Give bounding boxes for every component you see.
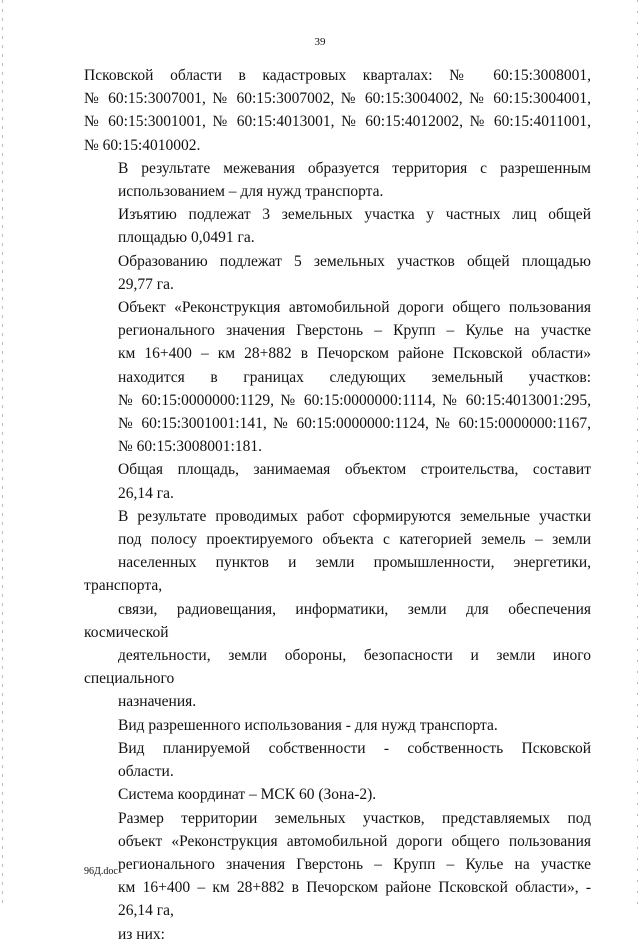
text-line: 26,14 га.: [118, 484, 174, 502]
text-line: Образованию подлежат 5 земельных участков общей площадью: [118, 252, 591, 270]
paragraph: [84, 737, 591, 783]
text-line: деятельности, земли обороны, безопасности и земли иного специального: [84, 647, 591, 688]
text-line: Размер территории земельных участков, представляемых под: [118, 809, 591, 827]
text-line: Система координат – МСК 60 (Зона-2).: [118, 786, 377, 804]
text-line: Объект «Реконструкция автомобильной дороги общего пользования: [118, 299, 591, 317]
text-line: находится в границах следующих земельный участков:: [118, 368, 591, 386]
text-line: № 60:15:3001001, № 60:15:4013001, № 60:15:4012002, № 60:15:4011001,: [84, 113, 591, 131]
page-number: 39: [314, 36, 326, 48]
paragraph: [84, 714, 591, 737]
text-line: связи, радиовещания, информатики, земли для обеспечения космической: [84, 600, 591, 641]
text-line: регионального значения Гверстонь – Крупп – Кулье на участке: [118, 322, 591, 340]
text-line: Псковской области в кадастровых кварталах: № 60:15:3008001,: [84, 67, 591, 84]
scan-edge-left: [2, 0, 3, 905]
text-line: регионального значения Гверстонь – Крупп – Кулье на участке: [118, 855, 591, 873]
paragraph: [84, 296, 591, 458]
text-line: № 60:15:3001001:141, № 60:15:0000000:1124, № 60:15:0000000:1167,: [118, 415, 591, 433]
text-line: из них:: [118, 925, 165, 943]
document-body: [84, 64, 591, 946]
text-line: 26,14 га,: [118, 902, 174, 920]
paragraph: [84, 203, 591, 249]
text-line: Общая площадь, занимаемая объектом строительства, составит: [118, 461, 591, 479]
text-line: области.: [118, 763, 174, 781]
text-line: № 60:15:4010002.: [84, 136, 201, 154]
paragraph: [84, 64, 591, 157]
paragraph: [84, 458, 591, 504]
text-line: № 60:15:3007001, № 60:15:3007002, № 60:15:3004002, № 60:15:3004001,: [84, 90, 591, 108]
text-line: В результате межевания образуется территория с разрешенным: [118, 159, 591, 177]
text-line: № 60:15:0000000:1129, № 60:15:0000000:1114, № 60:15:4013001:295,: [118, 391, 591, 409]
text-line: № 60:15:3008001:181.: [118, 438, 262, 456]
text-line: км 16+400 – км 28+882 в Печорском районе Псковской области»: [118, 345, 591, 363]
text-line: В результате проводимых работ сформируются земельные участки: [118, 507, 591, 525]
text-line: площадью 0,0491 га.: [118, 229, 255, 247]
text-line: Изъятию подлежат 3 земельных участка у частных лиц общей: [118, 206, 591, 224]
text-line: использованием – для нужд транспорта.: [118, 183, 384, 201]
paragraph: [84, 923, 591, 946]
text-line: Вид разрешенного использования - для нужд транспорта.: [118, 716, 498, 734]
paragraph: [84, 505, 591, 714]
text-line: Вид планируемой собственности - собственность Псковской: [118, 739, 591, 757]
text-line: 29,77 га.: [118, 275, 174, 293]
text-line: км 16+400 – км 28+882 в Печорском районе Псковской области», -: [118, 879, 591, 897]
text-line: назначения.: [118, 693, 197, 711]
paragraph: [84, 157, 591, 203]
footer-filename: 96Д.doc: [84, 866, 118, 877]
scan-edge-right: [637, 0, 638, 905]
paragraph: [84, 783, 591, 806]
text-line: объект «Реконструкция автомобильной дороги общего пользования: [118, 832, 591, 850]
text-line: под полосу проектируемого объекта с категорией земель – земли: [118, 531, 591, 549]
paragraph: [84, 250, 591, 296]
paragraph: [84, 807, 591, 923]
text-line: населенных пунктов и земли промышленности, энергетики, транспорта,: [84, 554, 591, 595]
